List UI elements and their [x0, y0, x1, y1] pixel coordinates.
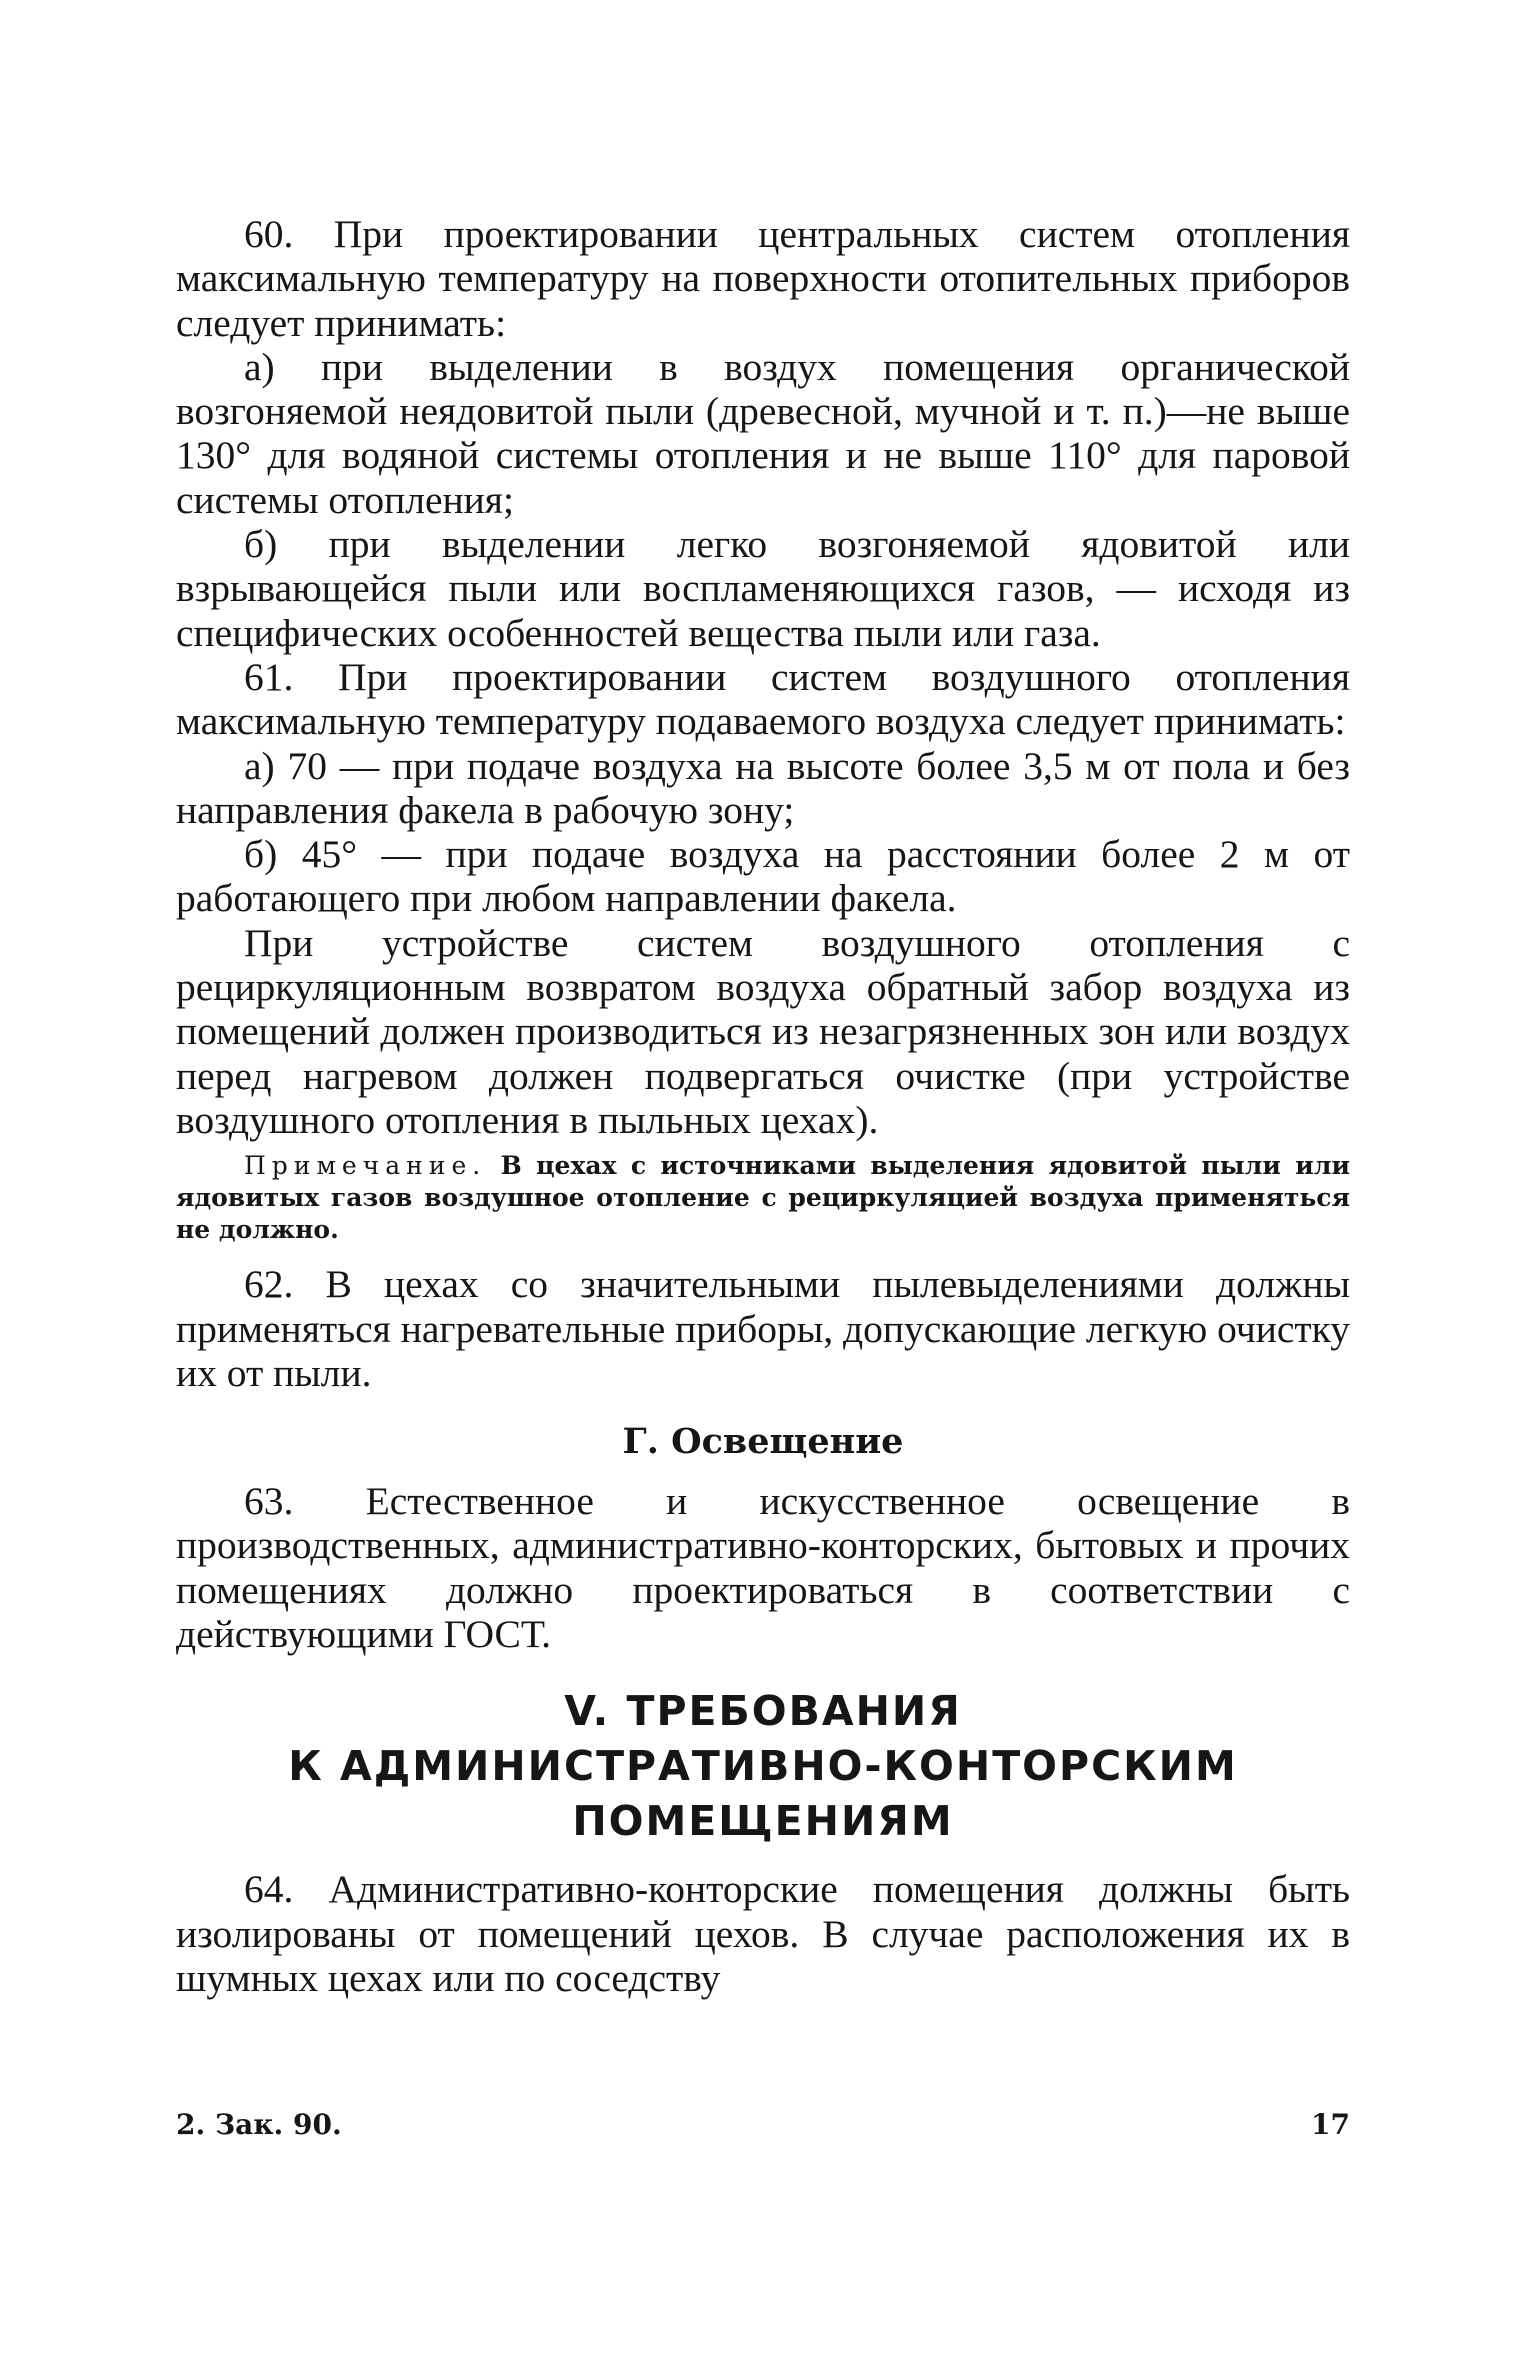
paragraph-61-a: а) 70 — при подаче воздуха на высоте более 3,5 м от пола и без направления факела в рабочую зону; — [176, 743, 1350, 832]
page-body — [176, 212, 1350, 2000]
section-heading-line-2: К АДМИНИСТРАТИВНО-КОНТОРСКИМ — [288, 1742, 1238, 1791]
paragraph-60-b: б) при выделении легко возгоняемой ядовитой или взрывающейся пыли или воспламеняющихся газов, — исходя из специфических особенностей вещества пыли или газа. — [176, 522, 1350, 655]
paragraph-61-b: б) 45° — при подаче воздуха на расстоянии более 2 м от работающего при любом направлении факела. — [176, 832, 1350, 921]
paragraph-61: 61. При проектировании систем воздушного отопления максимальную температуру подаваемого воздуха следует принимать: — [176, 654, 1350, 744]
paragraph-61-c: При устройстве систем воздушного отопления с рециркуляционным возвратом воздуха обратный забор воздуха из помещений должен производиться из незагрязненных зон или воздух перед нагревом должен подвергаться очистке (при устройстве воздушного отопления в пыльных цехах). — [176, 920, 1350, 1142]
subsection-heading-lighting: Г. Освещение — [622, 1421, 904, 1463]
page-number: 17 — [1311, 2108, 1350, 2141]
section-heading-v — [176, 1684, 1350, 1849]
paragraph-63: 63. Естественное и искусственное освещение в производственных, административно-конторских, бытовых и прочих помещениях должно проектироваться в соответствии с действующими ГОСТ. — [176, 1479, 1350, 1657]
section-heading-line-1: V. ТРЕБОВАНИЯ — [564, 1687, 962, 1736]
footer-signature: 2. Зак. 90. — [176, 2108, 342, 2141]
section-heading-line-3: ПОМЕЩЕНИЯМ — [572, 1797, 954, 1846]
paragraph-64: 64. Административно-конторские помещения должны быть изолированы от помещений цехов. В случае расположения их в шумных цехах или по соседству — [176, 1867, 1350, 2000]
note-text: В цехах с источниками выделения ядовитой пыли или ядовитых газов воздушное отопление с рециркуляцией воздуха применяться не должно. — [176, 1151, 1350, 1245]
paragraph-62: 62. В цехах со значительными пылевыделениями должны применяться нагревательные приборы, допускающие легкую очистку их от пыли. — [176, 1262, 1351, 1395]
page-footer — [176, 2108, 1350, 2141]
note-lead: Примечание. — [244, 1151, 487, 1181]
paragraph-60: 60. При проектировании центральных систем отопления максимальную температуру на поверхности отопительных приборов следует принимать: — [176, 212, 1350, 345]
paragraph-60-a: а) при выделении в воздух помещения органической возгоняемой неядовитой пыли (древесной, мучной и т. п.)—не выше 130° для водяной системы отопления и не выше 110° для паровой системы отопления; — [176, 344, 1350, 522]
note — [176, 1150, 1350, 1246]
